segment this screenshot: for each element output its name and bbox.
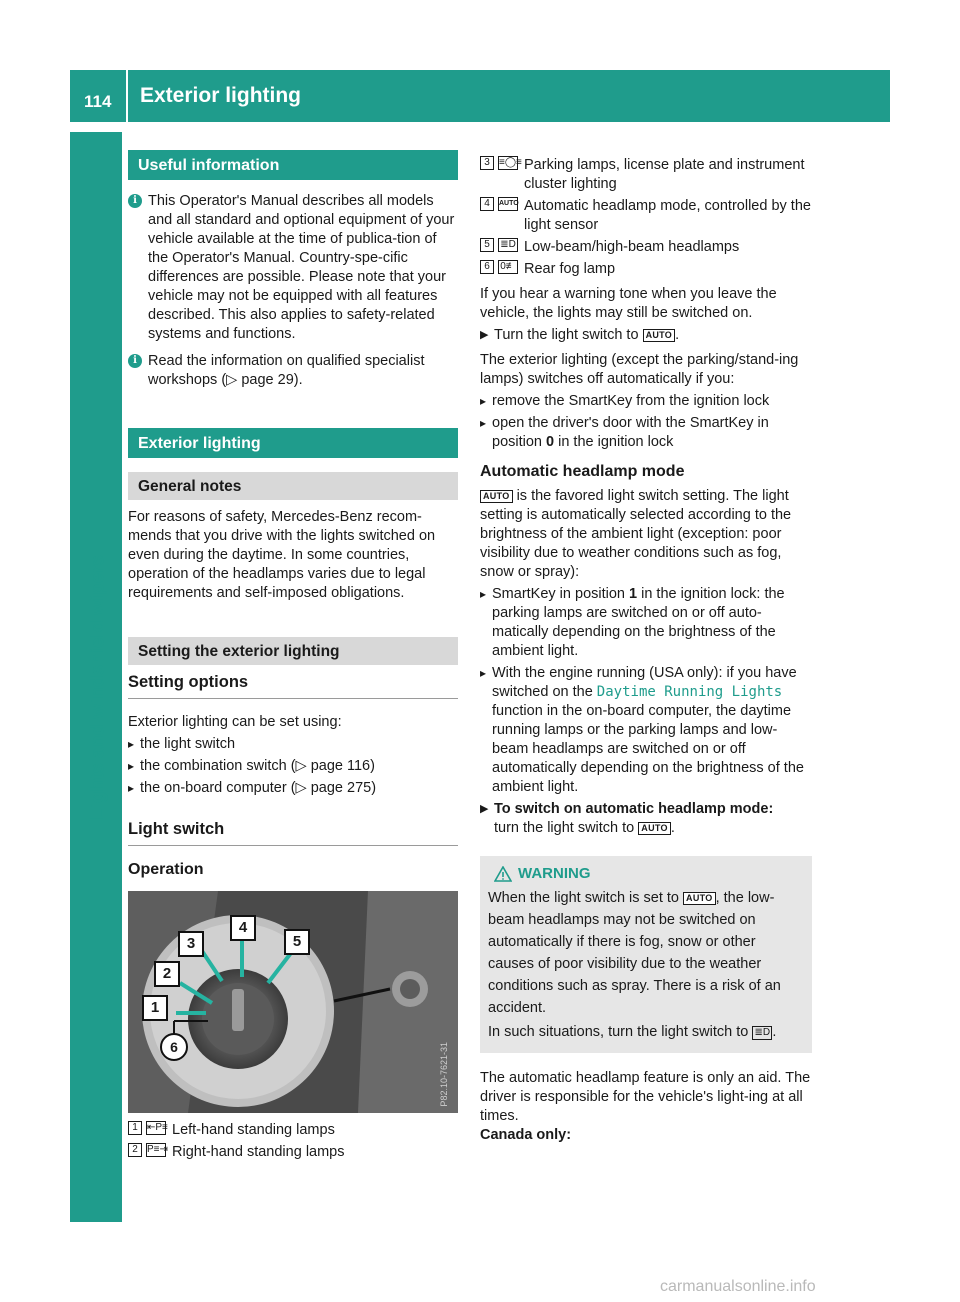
list-item: ▸ SmartKey in position 1 in the ignition lock: the parking lamps are switched on or off auto-matically depending on the brightness of the ambient light.: [480, 586, 785, 659]
legend-number: 2: [128, 1143, 142, 1157]
auto-mode-text: AUTO is the favored light switch setting. The light setting is automatically selected according to the brightness of the ambient light (exception: poor visibility due to weather conditions such as fog, snow or spray):: [480, 488, 792, 580]
bullet-icon: ▸: [480, 587, 487, 601]
auto-icon: AUTO: [643, 329, 676, 342]
light-switch-heading: Light switch: [128, 820, 458, 846]
callout-6: 6: [160, 1033, 188, 1061]
bullet-icon: ▸: [480, 416, 487, 430]
light-switch-illustration: [128, 891, 458, 1113]
page-ref-arrow-icon: ▷: [226, 372, 238, 388]
info-icon: i: [128, 354, 142, 368]
general-notes-text: For reasons of safety, Mercedes-Benz recom-mends that you drive with the lights switched on even during the daytime. In some countries, operation of the headlamps varies due to legal requirements and self-imposed obligations.: [128, 509, 436, 601]
legend-item: 5 ≣D Low-beam/high-beam headlamps: [480, 238, 812, 257]
photo-code: P82.10-7621-31: [439, 1042, 449, 1107]
header-divider: [126, 70, 128, 122]
legend-item: 6 0≢ Rear fog lamp: [480, 260, 812, 279]
setting-options-heading: Setting options: [128, 673, 458, 699]
useful-info-heading: Useful information: [128, 150, 458, 180]
list-item: ▸ With the engine running (USA only): if you have switched on the Daytime Running Lights function in the on-board computer, the daytime running lamps or the parking lamps and low-beam headlamps are switched on or off automatically depending on the brightness of the ambient light.: [480, 665, 804, 795]
headlamps-icon: ≣D: [498, 238, 518, 252]
warning-title: WARNING: [488, 864, 804, 883]
legend-number: 1: [128, 1121, 142, 1135]
legend-item: 4 AUTO Automatic headlamp mode, controlled by the light sensor: [480, 197, 812, 235]
callout-3: 3: [178, 931, 204, 957]
warning-box: [480, 856, 812, 1053]
bullet-icon: ▸: [128, 759, 135, 773]
callout-4: 4: [230, 915, 256, 941]
info-note-text: Read the information on qualified specialist workshops (▷ page 29).: [148, 353, 425, 388]
general-notes-heading: General notes: [128, 472, 458, 500]
callout-2: 2: [154, 961, 180, 987]
canada-only-label: Canada only:: [480, 1127, 572, 1143]
auto-icon: AUTO: [638, 822, 671, 835]
setting-heading: Setting the exterior lighting: [128, 637, 458, 665]
page-number: 114: [84, 92, 112, 111]
list-item: ▸ the light switch: [128, 736, 236, 752]
display-message: Daytime Running Lights: [596, 684, 783, 700]
auto-icon: AUTO: [683, 892, 716, 905]
headlamps-icon: ≣D: [752, 1026, 772, 1040]
callout-1: 1: [142, 995, 168, 1021]
rear-fog-lamp-icon: 0≢: [498, 260, 518, 274]
light-switch-photo: [128, 891, 458, 1113]
legend-number: 5: [480, 238, 494, 252]
step-arrow-icon: ▶: [480, 803, 489, 815]
switches-off-text: The exterior lighting (except the parking/stand-ing lamps) switches off automatically if you:: [480, 352, 799, 387]
right-column: [480, 156, 812, 1145]
legend-number: 3: [480, 156, 494, 170]
parking-lamps-icon: ≡◯≡: [499, 157, 522, 168]
info-note: [128, 192, 458, 344]
info-icon: i: [128, 194, 142, 208]
list-item: ▸ open the driver's door with the SmartKey in position 0 in the ignition lock: [480, 415, 769, 450]
info-note-text: This Operator's Manual describes all models and all standard and optional equipment of your vehicle available at the time of publica-tion of the Operator's Manual. Country-spe-cific differences are possible. Please note that your vehicle may not be equipped with all features described. This also applies to safety-related systems and functions.: [148, 193, 455, 342]
bullet-icon: ▸: [128, 781, 135, 795]
setting-options-intro: Exterior lighting can be set using:: [128, 714, 342, 730]
list-item: ▸ remove the SmartKey from the ignition lock: [480, 393, 770, 409]
bullet-icon: ▸: [480, 666, 487, 680]
legend-number: 6: [480, 260, 494, 274]
auto-icon: AUTO: [480, 490, 513, 503]
page-title: Exterior lighting: [140, 84, 302, 107]
watermark: carmanualsonline.info: [660, 1278, 816, 1295]
list-item: ▸ the combination switch (▷ page 116): [128, 758, 375, 774]
exterior-lighting-heading: Exterior lighting: [128, 428, 458, 458]
legend-item: 1 ⇤P≡ Left-hand standing lamps: [128, 1121, 458, 1140]
warning-tone-text: If you hear a warning tone when you leave the vehicle, the lights may still be switched on.: [480, 286, 777, 321]
bullet-icon: ▸: [480, 394, 487, 408]
legend-item: 3 ≡◯≡ Parking lamps, license plate and instrument cluster lighting: [480, 156, 812, 194]
operation-heading: Operation: [128, 861, 204, 878]
warning-text: When the light switch is set to AUTO , the low-beam headlamps may not be switched on automatically if there is fog, snow or other causes of poor visibility due to the weather conditions such as spray. There is a risk of an accident.: [488, 890, 781, 1016]
step-arrow-icon: ▶: [480, 329, 489, 341]
aid-text: The automatic headlamp feature is only an aid. The driver is responsible for the vehicle's light-ing at all times.: [480, 1070, 811, 1124]
instruction-step: ▶ To switch on automatic headlamp mode: turn the light switch to AUTO .: [480, 801, 774, 836]
instruction-step: ▶ Turn the light switch to AUTO .: [480, 327, 680, 343]
legend-number: 4: [480, 197, 494, 211]
callout-5: 5: [284, 929, 310, 955]
warning-triangle-icon: [494, 866, 512, 882]
side-tab-title: Lights and windshield wipers: [87, 555, 109, 820]
left-column: [128, 150, 458, 1162]
info-note: [128, 352, 458, 390]
right-standing-lamps-icon: P≡⇥: [147, 1144, 168, 1155]
legend-item: 2 P≡⇥ Right-hand standing lamps: [128, 1143, 458, 1162]
warning-instruction: In such situations, turn the light switch to ≣D .: [488, 1024, 777, 1040]
left-standing-lamps-icon: ⇤P≡: [147, 1122, 168, 1133]
bullet-icon: ▸: [128, 737, 135, 751]
auto-mode-heading: Automatic headlamp mode: [480, 463, 685, 480]
auto-mode-icon: AUTO: [498, 197, 518, 211]
list-item: ▸ the on-board computer (▷ page 275): [128, 780, 377, 796]
